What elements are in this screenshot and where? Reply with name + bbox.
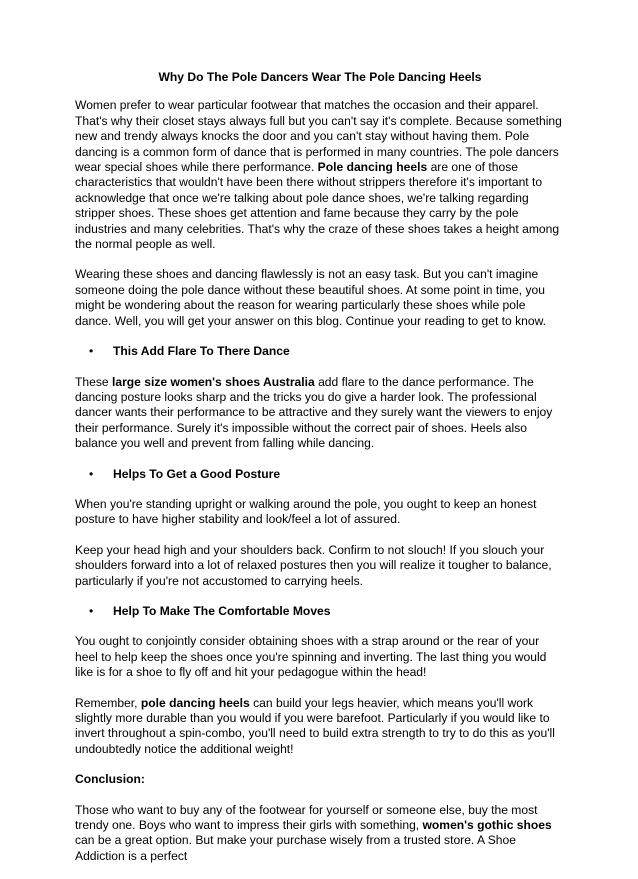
keyword-link[interactable]: Pole dancing heels bbox=[317, 160, 428, 175]
bullet-icon: • bbox=[89, 603, 94, 618]
paragraph-flare bbox=[75, 375, 565, 452]
conclusion-heading: Conclusion: bbox=[75, 772, 145, 787]
keyword-link[interactable]: large size women's shoes Australia bbox=[111, 374, 315, 389]
bullet-heading-flare bbox=[75, 344, 565, 359]
paragraph-intro bbox=[75, 98, 565, 252]
bullet-icon: • bbox=[89, 344, 94, 359]
bullet-icon: • bbox=[89, 466, 94, 481]
document-body bbox=[75, 70, 565, 879]
paragraph-text: are one of those characteristics that wouldn't have been there without strippers therefore it's important to acknowledge that once we're talking about pole dance shoes, we're talking regarding stripper shoes. These shoes get attention and fame because they carry by the pole industries and many celebrities. That's why the craze of these shoes takes a height among the normal people as well. bbox=[75, 160, 560, 252]
paragraph-moves-2 bbox=[75, 696, 565, 758]
keyword-link[interactable]: women's gothic shoes bbox=[422, 818, 552, 833]
paragraph-posture-1: When you're standing upright or walking around the pole, you ought to keep an honest posture to have higher stability and look/feel a lot of assured. bbox=[75, 496, 537, 527]
paragraph-text: Those who want to buy any of the footwear for yourself or someone else, buy the most trendy one. Boys who want to impress their girls with something, bbox=[75, 802, 538, 833]
paragraph-text: Remember, bbox=[75, 695, 141, 710]
bullet-heading-text: Help To Make The Comfortable Moves bbox=[113, 603, 331, 618]
document-title: Why Do The Pole Dancers Wear The Pole Dancing Heels bbox=[158, 70, 482, 84]
bullet-heading-text: Helps To Get a Good Posture bbox=[113, 466, 281, 481]
paragraph-moves-1: You ought to conjointly consider obtaining shoes with a strap around or the rear of your heel to help keep the shoes once you're spinning and inverting. The last thing you would like is for a shoe to fly off and hit your pedagogue within the head! bbox=[75, 634, 547, 680]
paragraph-text: These bbox=[75, 374, 112, 389]
bullet-heading-text: This Add Flare To There Dance bbox=[113, 344, 290, 359]
paragraph-text: Women prefer to wear particular footwear that matches the occasion and their apparel. That's why their closet stays always full but you can't say it's complete. Because something new and trendy always knocks the door and you can't stay without having them. Pole dancing is a common form of dance that is performed in many countries. The pole dancers wear special shoes while there performance. bbox=[75, 98, 562, 175]
keyword-link[interactable]: pole dancing heels bbox=[140, 695, 250, 710]
bullet-heading-posture bbox=[75, 467, 565, 482]
paragraph-text: can be a great option. But make your purchase wisely from a trusted store. A Shoe Addiction is a perfect bbox=[75, 833, 516, 863]
bullet-heading-moves bbox=[75, 604, 565, 619]
paragraph-text: add flare to the dance performance. The dancing posture looks sharp and the tricks you do give a harder look. The professional dancer wants their performance to be attractive and they surely want the viewers to enjoy their performance. Surely it's impossible without the correct pair of shoes. Heels also balance you well and prevent from falling while dancing. bbox=[75, 374, 553, 451]
paragraph-text: can build your legs heavier, which means you'll work slightly more durable than you would if you were barefoot. Particularly if you would like to invert throughout a spin-combo, you'll need to build extra strength to try to do this as you'll undoubtedly notice the additional weight! bbox=[75, 695, 555, 756]
paragraph-conclusion bbox=[75, 803, 565, 865]
paragraph-posture-2: Keep your head high and your shoulders back. Confirm to not slouch! If you slouch your shoulders forward into a lot of relaxed postures then you will realize it tougher to balance, particularly if you're not accustomed to carrying heels. bbox=[75, 542, 552, 588]
paragraph-second: Wearing these shoes and dancing flawlessly is not an easy task. But you can't imagine someone doing the pole dance without these beautiful shoes. At some point in time, you might be wondering about the reason for wearing particularly these shoes while pole dance. Well, you will get your answer on this blog. Continue your reading to get to know. bbox=[75, 267, 547, 328]
